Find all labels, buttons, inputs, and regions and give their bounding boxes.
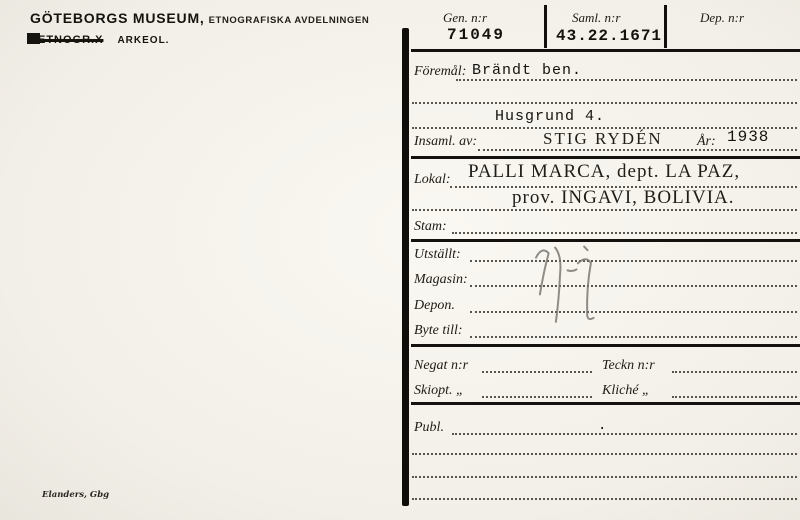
field-label-publ: Publ. [414,420,444,435]
dotted-line [470,311,797,313]
gen-nr-value: 71049 [447,26,506,44]
field-value-foremal: Brändt ben. [472,62,583,79]
header-rule [411,49,800,52]
column-separator [544,5,547,48]
empty-dotted-line [412,476,797,478]
dotted-line [470,260,797,262]
field-label-byte-till: Byte till: [414,323,463,338]
dotted-line [672,371,797,373]
dotted-line [452,433,797,435]
section-rule [411,344,800,347]
field-label-utstallt: Utställt: [414,247,461,262]
field-label-insaml: Insaml. av: [414,134,477,149]
dotted-line [412,209,797,211]
field-label-depon: Depon. [414,298,455,313]
dotted-line [470,336,797,338]
field-label-kliche: Kliché „ [602,383,650,398]
section-rule [411,156,800,159]
field-label-negat: Negat n:r [414,358,469,373]
field-label-magasin: Magasin: [414,272,468,287]
section-name: ARKEOL. [117,35,170,46]
dotted-line [412,102,797,104]
empty-dotted-line [412,453,797,455]
field-value-husgrund: Husgrund 4. [495,108,606,125]
field-label-stam: Stam: [414,219,447,234]
empty-dotted-line [412,498,797,500]
dep-nr-label: Dep. n:r [700,10,745,25]
crossed-out-text: ETNOGR.X [38,34,104,46]
dotted-line [470,285,797,287]
column-separator [664,5,667,48]
stamp-collector-name: STIG RYDÉN [543,129,663,148]
stray-period: . [598,418,607,434]
dotted-line [452,232,797,234]
saml-nr-label: Saml. n:r [572,10,621,25]
field-label-skiopt: Skiopt. „ [414,383,464,398]
stamp-locality-line2: prov. INGAVI, BOLIVIA. [512,187,735,208]
museum-name: GÖTEBORGS MUSEUM, [30,10,205,26]
printer-mark: Elanders, Gbg [42,490,110,500]
handwritten-mark [525,240,620,328]
card-divider-line [402,28,409,506]
museum-header [30,10,369,28]
gen-nr-label: Gen. n:r [443,10,488,25]
dotted-line [672,396,797,398]
field-label-year: År: [697,134,716,149]
dotted-line [482,371,592,373]
field-label-lokal: Lokal: [414,172,451,187]
section-rule [411,402,800,405]
field-label-teckn: Teckn n:r [602,358,655,373]
dotted-line [478,149,797,151]
section-line [27,30,169,48]
stamp-locality-line1: PALLI MARCA, dept. LA PAZ, [468,161,741,182]
dotted-line [482,396,592,398]
dotted-line [456,79,797,81]
department-name: ETNOGRAFISKA AVDELNINGEN [208,15,370,26]
field-label-foremal: Föremål: [414,64,467,79]
saml-nr-value: 43.22.1671 [556,27,663,45]
field-value-year: 1938 [727,128,770,146]
